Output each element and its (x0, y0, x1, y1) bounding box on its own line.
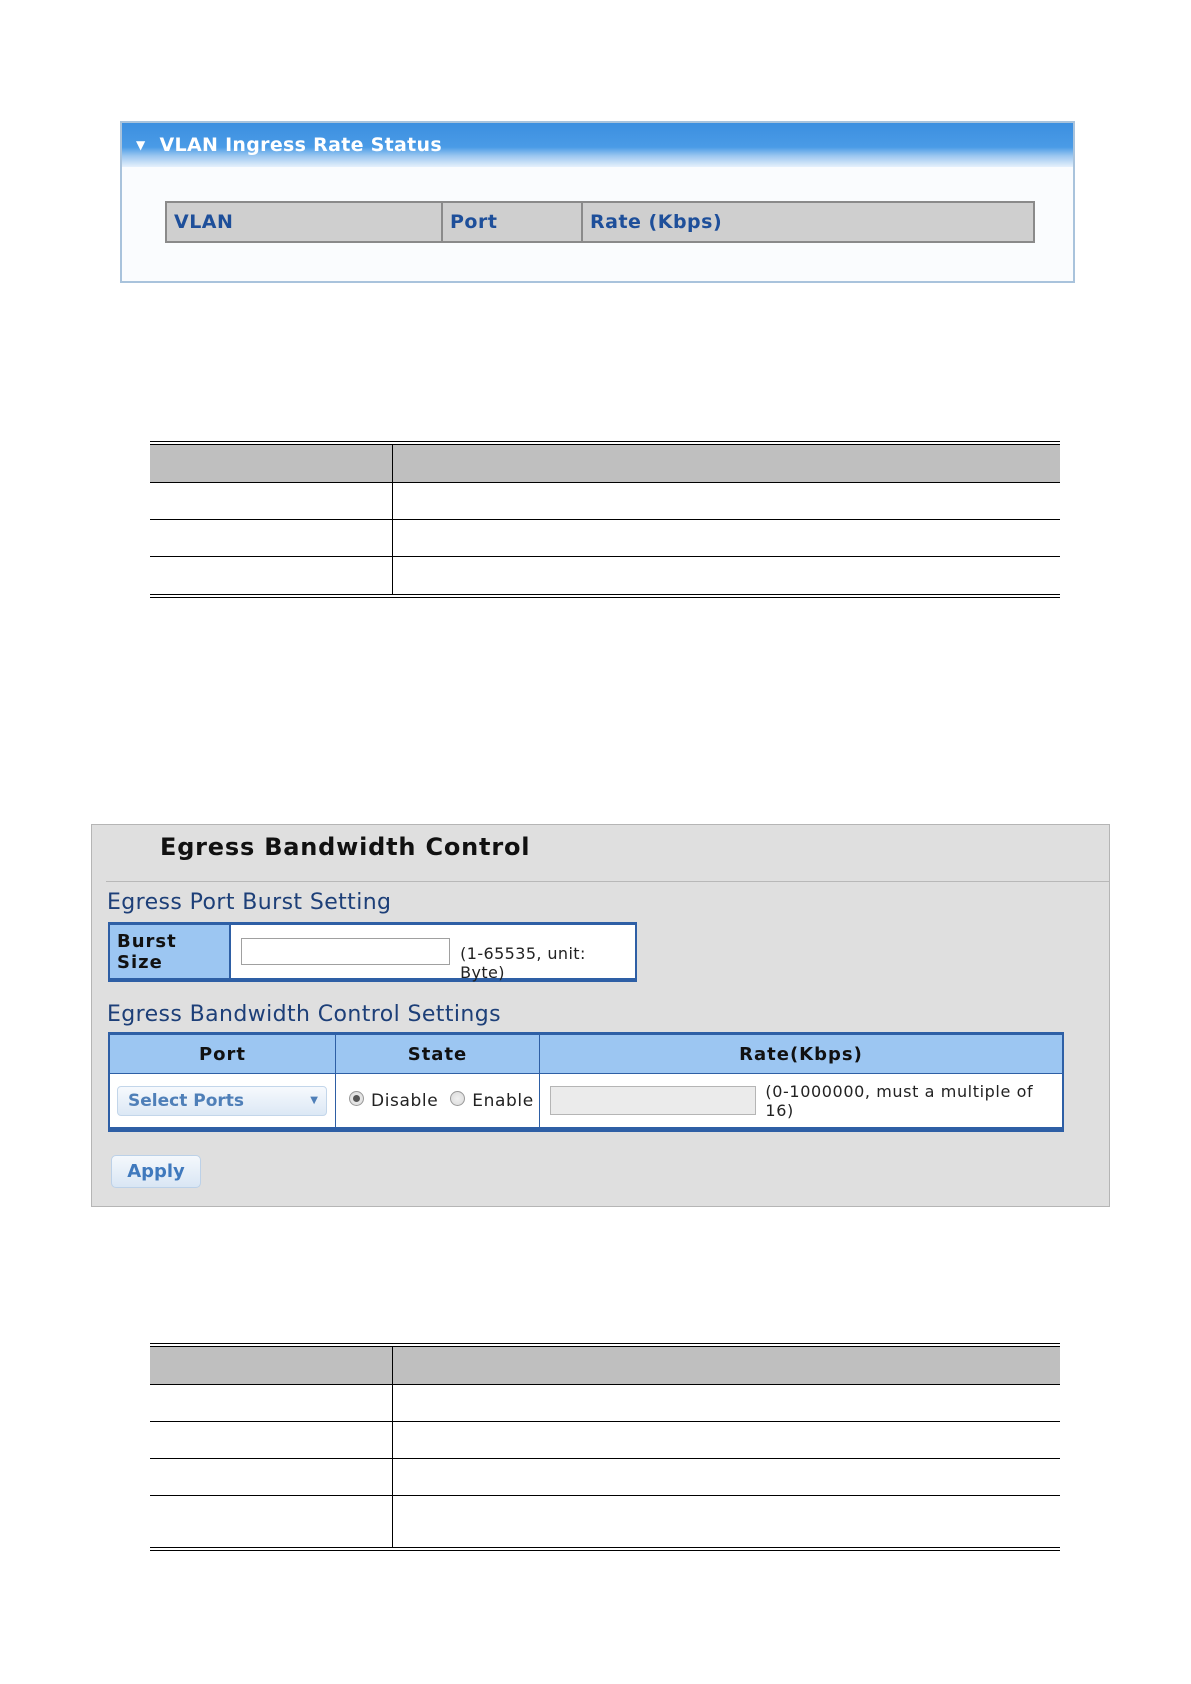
table-cell (150, 520, 393, 556)
bandwidth-settings-table (108, 1032, 1064, 1132)
vlan-rate-table (165, 201, 1035, 243)
table-cell (150, 1422, 393, 1458)
egress-bandwidth-control-panel (91, 824, 1110, 1207)
table-cell (393, 1459, 1060, 1495)
table-cell (393, 1422, 1060, 1458)
table-cell (150, 445, 393, 482)
table-cell (150, 483, 393, 519)
table-row (150, 483, 1060, 520)
column-header-port: Port (110, 1035, 336, 1073)
state-radio-group (336, 1091, 534, 1111)
vlan-ingress-rate-status-panel (120, 121, 1075, 283)
table-cell (393, 520, 1060, 556)
table-row (150, 1496, 1060, 1547)
table-row (150, 1385, 1060, 1422)
burst-size-input[interactable] (241, 938, 450, 965)
table-cell (150, 1496, 393, 1547)
table-cell (393, 445, 1060, 482)
column-header-rate: Rate (Kbps) (590, 211, 723, 233)
rate-input[interactable] (550, 1086, 756, 1115)
table-cell (393, 557, 1060, 594)
table-cell (150, 557, 393, 594)
burst-size-label: Burst Size (110, 925, 231, 978)
page-title: Egress Bandwidth Control (160, 833, 531, 861)
disable-radio[interactable] (349, 1091, 364, 1106)
table-header-row (110, 1035, 1062, 1074)
burst-section-title: Egress Port Burst Setting (107, 890, 392, 915)
enable-label: Enable (472, 1090, 534, 1111)
column-header-vlan: VLAN (167, 203, 443, 241)
table-cell (150, 1385, 393, 1421)
vlan-ingress-rate-status-header[interactable] (122, 123, 1073, 167)
column-header-state: State (336, 1035, 540, 1073)
state-cell (336, 1074, 540, 1127)
table-cell (150, 1347, 393, 1384)
burst-size-hint: (1-65535, unit: Byte) (460, 944, 586, 982)
table-header-row (150, 445, 1060, 483)
table-row (150, 557, 1060, 594)
table-row (150, 520, 1060, 557)
column-header-port: Port (443, 203, 583, 241)
divider (106, 881, 1109, 882)
settings-section-title: Egress Bandwidth Control Settings (107, 1002, 501, 1027)
table-cell (150, 1459, 393, 1495)
column-header-rate: Rate(Kbps) (739, 1043, 863, 1065)
enable-radio[interactable] (450, 1091, 465, 1106)
collapse-arrow-icon[interactable]: ▼ (136, 138, 146, 152)
table-header-row (150, 1347, 1060, 1385)
port-cell (110, 1074, 336, 1127)
rate-hint: (0-1000000, must a multiple of 16) (765, 1081, 1034, 1120)
description-table-2 (150, 1343, 1060, 1551)
disable-label: Disable (371, 1090, 439, 1111)
apply-button[interactable]: Apply (111, 1155, 201, 1188)
table-row (110, 1074, 1062, 1127)
burst-setting-box (108, 922, 637, 982)
rate-cell (540, 1074, 1062, 1127)
table-row (150, 1422, 1060, 1459)
table-cell (393, 1385, 1060, 1421)
table-cell (393, 1347, 1060, 1384)
chevron-down-icon: ▼ (310, 1095, 318, 1106)
description-table-1 (150, 441, 1060, 598)
select-ports-dropdown[interactable] (117, 1086, 327, 1116)
table-cell (393, 483, 1060, 519)
select-ports-label: Select Ports (128, 1090, 245, 1111)
table-cell (393, 1496, 1060, 1547)
table-row (150, 1459, 1060, 1496)
panel-title: VLAN Ingress Rate Status (159, 134, 442, 156)
